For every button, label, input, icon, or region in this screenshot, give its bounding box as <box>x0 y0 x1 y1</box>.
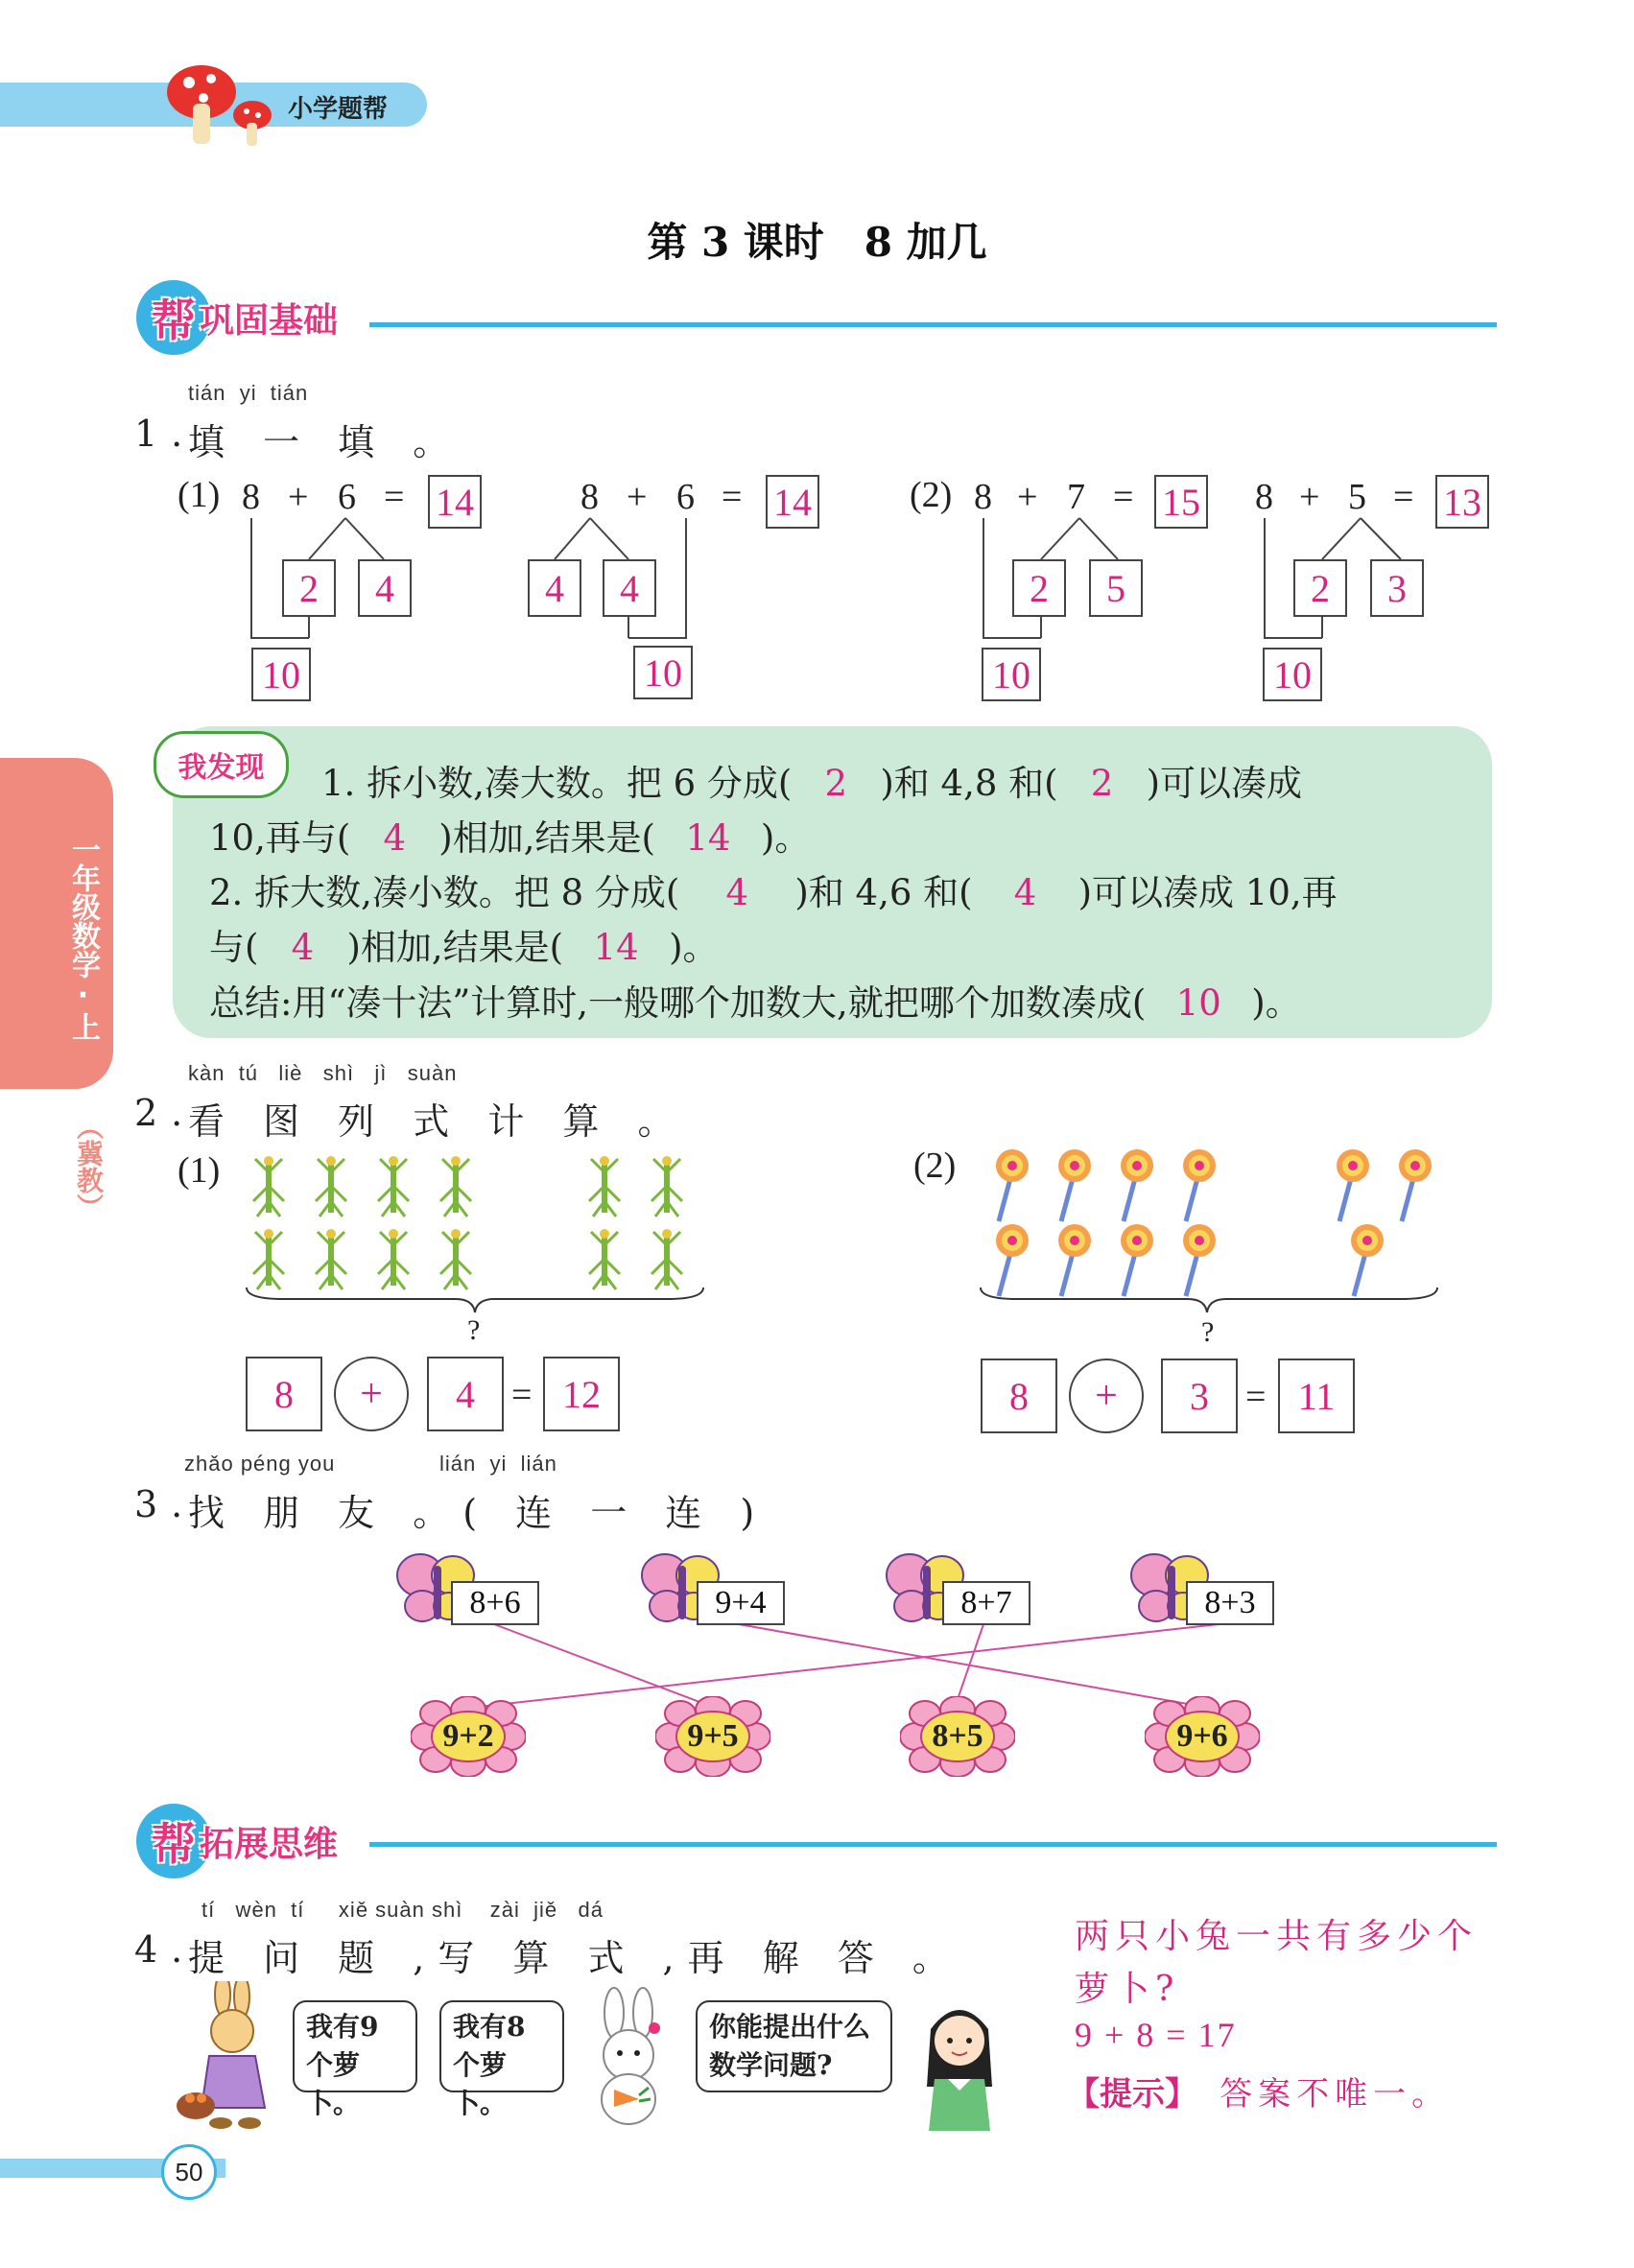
butterfly-expression-4[interactable]: 8+3 <box>1186 1581 1274 1625</box>
speech-bubble-rabbit-2: 我有8个萝卜。 <box>439 2000 564 2092</box>
q2-part2-operator-circle[interactable]: + <box>1069 1358 1144 1433</box>
q1-pinyin: tián yi tián <box>188 381 309 405</box>
q4-number: 4. <box>134 1928 197 1971</box>
q1-number: 1. <box>134 413 197 455</box>
discover-line-3: 2. 拆大数,凑小数。把 8 分成( 4 )和 4,6 和( 4 )可以凑成 10,再 <box>209 872 1338 913</box>
q1-eq1-split-box-2[interactable]: 4 <box>358 559 412 617</box>
page-number-circle <box>161 2144 217 2200</box>
q2-prompt: 看 图 列 式 计 算 。 <box>188 1100 688 1143</box>
q1-eq3-split-box-1[interactable]: 2 <box>1012 559 1066 617</box>
q1-eq4-split-box-2[interactable]: 3 <box>1370 559 1424 617</box>
butterfly-expression-3[interactable]: 8+7 <box>942 1581 1030 1625</box>
rabbit-basket-illustration <box>173 1981 288 2135</box>
q1-eq3-addend-a: 8 <box>974 477 992 517</box>
q1-eq3-addend-b: 7 <box>1067 477 1085 517</box>
q1-eq2-result-box[interactable]: 14 <box>766 475 819 529</box>
q1-eq4-addend-a: 8 <box>1255 477 1273 517</box>
section-basics-title: 巩固基础 <box>200 300 339 341</box>
bang-icon: 帮 <box>152 1818 196 1870</box>
q1-part1-label: (1) <box>178 475 221 515</box>
q1-eq2-split-box-1[interactable]: 4 <box>528 559 581 617</box>
q4-pinyin: tí wèn tí xiě suàn shì zài jiě dá <box>201 1898 604 1922</box>
q1-eq1-result-box[interactable]: 14 <box>428 475 482 529</box>
q3-pinyin-b: lián yi lián <box>439 1452 557 1476</box>
q1-eq2-addend-a: 8 <box>580 477 599 517</box>
q2-part2-label: (2) <box>913 1146 957 1186</box>
q2-part1-equals: = <box>511 1375 533 1415</box>
q4-hint-text: 答案不唯一。 <box>1220 2075 1451 2114</box>
discover-l3-answer-1: 4 <box>725 872 749 913</box>
q2-part1-operator-circle[interactable]: + <box>334 1357 409 1431</box>
q1-eq3-result-box[interactable]: 15 <box>1154 475 1208 529</box>
discover-l4-answer-1: 4 <box>291 927 315 968</box>
q3-prompt: 找 朋 友 。( 连 一 连 ) <box>188 1492 769 1534</box>
section-extend-divider <box>369 1842 1497 1847</box>
discover-l4-answer-2: 14 <box>593 927 639 968</box>
q4-answer-question-line-2: 萝卜? <box>1075 1970 1180 2009</box>
q1-part2-label: (2) <box>910 475 953 515</box>
q4-answer-equation: 9 + 8 = 17 <box>1075 2016 1237 2054</box>
q1-eq1-equals: = <box>384 477 405 517</box>
q1-eq2-equals: = <box>722 477 743 517</box>
discover-l3-answer-2: 4 <box>1013 872 1037 913</box>
q1-eq2-addend-b: 6 <box>676 477 695 517</box>
white-rabbit-illustration <box>576 1986 681 2130</box>
section-extend-title: 拓展思维 <box>200 1824 339 1864</box>
butterfly-expression-1[interactable]: 8+6 <box>451 1581 539 1625</box>
q4-prompt: 提 问 题 ,写 算 式 ,再 解 答 。 <box>188 1937 962 1979</box>
q1-eq2-split-box-2[interactable]: 4 <box>603 559 656 617</box>
page-number: 50 <box>175 2157 203 2186</box>
q1-eq1-plus: + <box>288 477 309 517</box>
discover-l1-answer-2: 2 <box>1090 763 1114 804</box>
q1-eq3-equals: = <box>1113 477 1134 517</box>
discover-l1-answer-1: 2 <box>824 763 848 804</box>
flower-expression-2[interactable]: 9+5 <box>687 1718 739 1754</box>
q4-hint <box>1067 2067 1450 2114</box>
q4-answer-question-line-1: 两只小兔一共有多少个 <box>1075 1917 1479 1956</box>
q1-prompt: 填 一 填 。 <box>188 421 463 463</box>
q2-part1-addend-a-box[interactable]: 8 <box>246 1357 322 1431</box>
q2-part2-question-mark: ? <box>1201 1316 1215 1348</box>
q3-number: 3. <box>134 1483 197 1525</box>
discover-l2-answer-1: 4 <box>383 817 407 859</box>
q1-eq3-plus: + <box>1017 477 1038 517</box>
q2-part1-label: (1) <box>178 1150 221 1191</box>
discover-summary-answer: 10 <box>1175 982 1221 1024</box>
q1-eq4-result-box[interactable]: 13 <box>1435 475 1489 529</box>
q1-eq1-split-box-1[interactable]: 2 <box>282 559 336 617</box>
q2-part1-question-mark: ? <box>467 1314 481 1346</box>
q2-part2-addend-a-box[interactable]: 8 <box>981 1358 1057 1433</box>
discover-line-1: 1. 拆小数,凑大数。把 6 分成( 2 )和 4,8 和( 2 )可以凑成 <box>321 763 1303 804</box>
flower-expression-1[interactable]: 9+2 <box>442 1718 494 1754</box>
q2-part2-addend-b-box[interactable]: 3 <box>1161 1358 1238 1433</box>
q1-eq4-addend-b: 5 <box>1348 477 1366 517</box>
q1-eq1-ten-box[interactable]: 10 <box>251 648 311 701</box>
discover-summary: 总结:用“凑十法”计算时,一般哪个加数大,就把哪个加数凑成( 10 )。 <box>209 982 1301 1024</box>
side-tab-grade: 一年级数学·上 <box>66 835 100 1041</box>
discover-badge-label: 我发现 <box>178 751 265 785</box>
girl-illustration <box>902 1991 1017 2135</box>
q4-hint-label: 【提示】 <box>1067 2075 1197 2114</box>
q1-eq3-ten-box[interactable]: 10 <box>982 648 1041 701</box>
discover-l2-answer-2: 14 <box>685 817 731 859</box>
header-brand: 小学题帮 <box>288 95 389 124</box>
q1-eq4-ten-box[interactable]: 10 <box>1263 648 1322 701</box>
q2-number: 2. <box>134 1092 197 1134</box>
flower-expression-4[interactable]: 9+6 <box>1176 1718 1228 1754</box>
q2-part2-equals: = <box>1245 1377 1267 1417</box>
q1-eq3-split-box-2[interactable]: 5 <box>1089 559 1143 617</box>
q1-eq4-equals: = <box>1393 477 1414 517</box>
q1-eq4-plus: + <box>1299 477 1320 517</box>
flower-expression-3[interactable]: 8+5 <box>932 1718 983 1754</box>
speech-bubble-rabbit-1: 我有9个萝卜。 <box>293 2000 417 2092</box>
q2-part2-result-box[interactable]: 11 <box>1278 1358 1355 1433</box>
q1-eq4-split-box-1[interactable]: 2 <box>1293 559 1347 617</box>
speech-bubble-girl: 你能提出什么数学问题? <box>696 2000 892 2092</box>
butterfly-expression-2[interactable]: 9+4 <box>697 1581 785 1625</box>
q1-eq2-plus: + <box>627 477 648 517</box>
discover-line-4: 与( 4 )相加,结果是( 14 )。 <box>209 927 719 968</box>
section-extend-badge <box>136 1804 338 1878</box>
side-tab-edition: （冀教） <box>73 1113 105 1220</box>
q3-pinyin-a: zhǎo péng you <box>184 1452 336 1476</box>
q2-part1-result-box[interactable]: 12 <box>543 1357 620 1431</box>
q1-eq1-addend-b: 6 <box>338 477 356 517</box>
page-title: 第 3 课时 8 加几 <box>647 219 987 266</box>
q2-pinyin: kàn tú liè shì jì suàn <box>188 1061 458 1085</box>
q1-eq1-addend-a: 8 <box>242 477 260 517</box>
discover-line-2: 10,再与( 4 )相加,结果是( 14 )。 <box>209 817 811 859</box>
q1-eq2-ten-box[interactable]: 10 <box>633 646 693 699</box>
q2-part1-addend-b-box[interactable]: 4 <box>427 1357 504 1431</box>
bang-icon: 帮 <box>152 295 196 346</box>
